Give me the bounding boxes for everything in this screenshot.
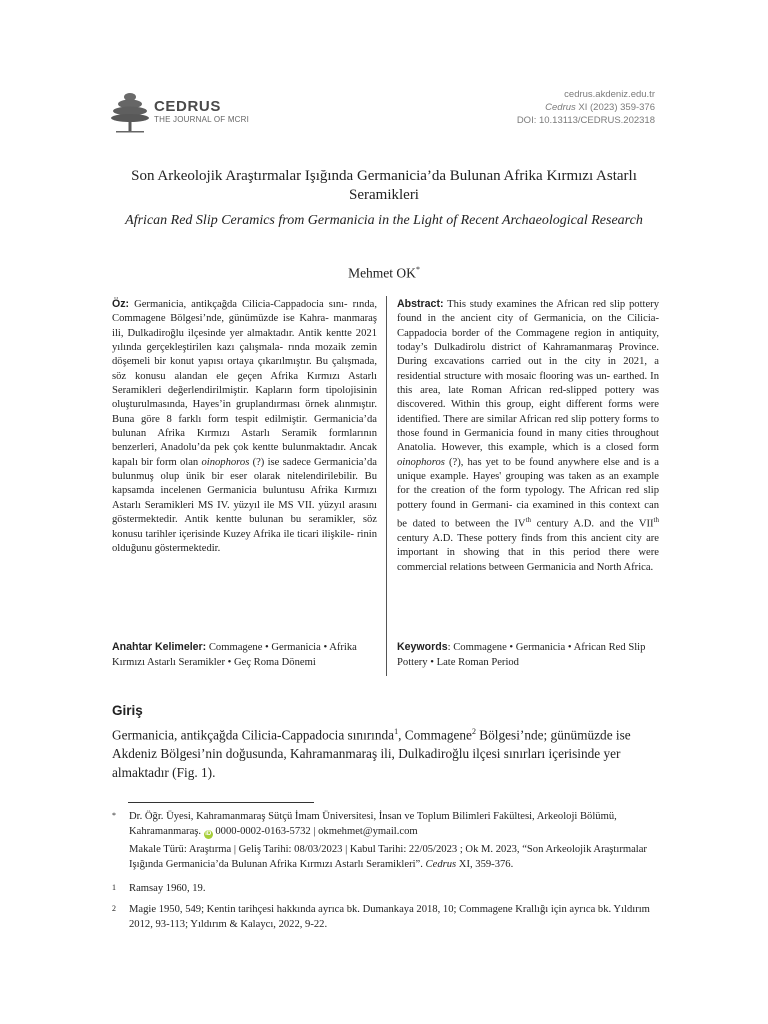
column-divider	[386, 296, 387, 676]
footnote-author	[112, 810, 662, 872]
article-title-en: African Red Slip Ceramics from Germanicia in the Light of Recent Archaeological Research	[125, 213, 643, 228]
abstract-en-label: Abstract:	[397, 298, 444, 310]
abstract-tr-text-2: (?) ise sadece Germanicia’da bulunmuş olup ünik bir eser olarak nitelendirilebilir. Bu kapsamda incelenen Germanicia buluntusu Afrika Kırmızı Astarlı Seramikleri MS IV. yüzyıl ile MS VII. yüzyıl arasını göstermektedir. Antik kentte bulunan bu seramikler, söz konusu tarihler içerisinde Kuzey Afrika ile ticari ilişkile- rinin olduğunu göstermektedir.	[112, 456, 377, 554]
abstract-tr-italic: oinophoros	[201, 456, 250, 468]
footnote-citation-end: XI, 359-376.	[456, 858, 514, 870]
keywords-tr-text: Commagene • Germanicia • Afrika Kırmızı Astarlı Seramikler • Geç Roma Dönemi	[112, 642, 357, 668]
article-title-tr: Son Arkeolojik Araştırmalar Işığında Germanicia’da Bulunan Afrika Kırmızı Astarlı Seramikleri	[131, 168, 637, 203]
intro-text: Germanicia, antikçağda Cilicia-Cappadocia sınırında	[112, 727, 395, 743]
footnote-mark: 1	[112, 883, 116, 892]
keywords-tr-label: Anahtar Kelimeler:	[112, 641, 207, 653]
footnote-ref-1[interactable]: 1	[394, 727, 399, 736]
intro-text-2: , Commagene	[398, 727, 472, 743]
journal-url[interactable]: cedrus.akdeniz.edu.tr	[564, 89, 655, 100]
orcid-icon[interactable]: iD	[205, 830, 212, 837]
keywords-en-text: : Commagene • Germanicia • African Red Slip Pottery • Late Roman Period	[397, 642, 646, 668]
footnote-mark: *	[112, 811, 116, 820]
abstract-en	[397, 297, 659, 575]
author-footnote-mark: *	[415, 265, 420, 274]
footnote-2	[112, 903, 662, 932]
footnote-author-affiliation: Dr. Öğr. Üyesi, Kahramanmaraş Sütçü İmam Üniversitesi, İnsan ve Toplum Bilimleri Fakültesi, Arkeoloji Bölümü, Kahramanmaraş.	[129, 811, 617, 837]
abstract-en-text-3: century A.D. and the VII	[531, 518, 654, 530]
doi[interactable]: DOI: 10.13113/CEDRUS.202318	[516, 115, 655, 126]
footnote-2-text: Magie 1950, 549; Kentin tarihçesi hakkında ayrıca bk. Dumankaya 2018, 10; Commagene Krallığı için ayrıca bk. Yıldırım 2012, 93-113; Yıldırım & Kalaycı, 2022, 9-22.	[129, 904, 650, 930]
cedar-tree-icon	[110, 89, 150, 133]
journal-volume: XI (2023) 359-376	[575, 102, 655, 113]
abstract-tr-label: Öz:	[112, 298, 130, 310]
abstract-en-sup-1: th	[525, 516, 532, 525]
footnote-citation: Makale Türü: Araştırma | Geliş Tarihi: 08/03/2023 | Kabul Tarihi: 22/05/2023 ; Ok M. 2023, “Son Arkeolojik Araştırmalar Işığında Germanicia’da Bulunan Afrika Kırmızı Astarlı Seramikleri”.	[129, 844, 647, 870]
author	[112, 265, 656, 282]
abstract-en-text-4: century A.D. These pottery finds from this ancient city are important in showing that in this period there were commercial relations between Germanicia and North Africa.	[397, 533, 659, 573]
footnote-citation-journal: Cedrus	[425, 858, 457, 870]
header-meta	[517, 88, 655, 127]
footnote-orcid-email[interactable]: 0000-0002-0163-5732 | okmehmet@ymail.com	[215, 825, 418, 837]
intro-text-3: Bölgesi’nde; günümüzde ise Akdeniz Bölgesi’nin doğusunda, Kahramanmaraş ili, Dulkadiroğlu ilçesi sınırları içerisinde yer almaktadır (Fig. 1).	[112, 727, 631, 781]
abstract-tr	[112, 297, 377, 556]
footnote-1-text: Ramsay 1960, 19.	[129, 883, 206, 894]
footnote-1	[112, 882, 662, 897]
keywords-tr	[112, 640, 377, 670]
logo-subtitle: THE JOURNAL OF MCRI	[154, 114, 250, 124]
abstract-en-text: This study examines the African red slip pottery found in the ancient city of Germanicia, on the Cilicia-Cappadocia border of the Commagene region in antiquity, today’s Dulkadirolu district of Kahramanmaraş Province. During excavations carried out in the city in 2021, a residential structure with mosaic flooring was un- earthed. In this area, late Roman African red-slipped pottery was discovered. Within this group, eight different forms were identified. There are similar African red slip pottery forms to those found in Germanicia found in many cities throughout Anatolia. However, this example, which is a closed form	[397, 299, 659, 454]
author-name: Mehmet OK	[348, 265, 416, 281]
footnote-mark: 2	[112, 904, 116, 913]
journal-logo	[110, 88, 249, 134]
footnote-rule	[128, 802, 314, 803]
intro-paragraph	[112, 722, 660, 782]
journal-name: Cedrus	[545, 102, 576, 113]
footnote-ref-2[interactable]: 2	[471, 727, 476, 736]
section-heading-giris: Giriş	[112, 703, 143, 718]
keywords-en	[397, 640, 663, 670]
abstract-en-italic: oinophoros	[397, 456, 445, 468]
abstract-en-text-2: (?), has yet to be found anywhere else and is a unique example. Hayes' grouping was taken as an example for the creation of the form typology. The African red slip pottery found in Germani- cia examined in this context can be dated to between the IV	[397, 456, 659, 530]
keywords-en-label: Keywords	[397, 641, 448, 653]
abstract-tr-text: Germanicia, antikçağda Cilicia-Cappadocia sını- rında, Commagene Bölgesi’nde, günümüzde ise Kahra- manmaraş ili, Dulkadiroğlu ilçesinde yer almaktadır. Antik kentte 2021 yılında gerçekleştirilen kazı çalışmala- rında mozaik zemin döşemeli bir konut yapısı ortaya çıkarılmıştır. Bu çalışmada, söz konusu alandan ele geçen Afrika Kırmızı Astarlı Seramikleri değerlendirilmiştir. Kapların form tipolojisinin oluşturulmasında, Hayes’in gruplandırması örnek alınmıştır. Buna göre 8 farklı form tespit edilmiştir. Germanicia’da bulunan Afrika Kırmızı Astarlı Seramik formlarının benzerleri, Anadolu’da pek çok kentte bulunmaktadır. Ancak kapalı bir form olan	[112, 299, 377, 468]
abstract-en-sup-2: th	[653, 516, 659, 525]
logo-name: CEDRUS	[154, 97, 221, 115]
